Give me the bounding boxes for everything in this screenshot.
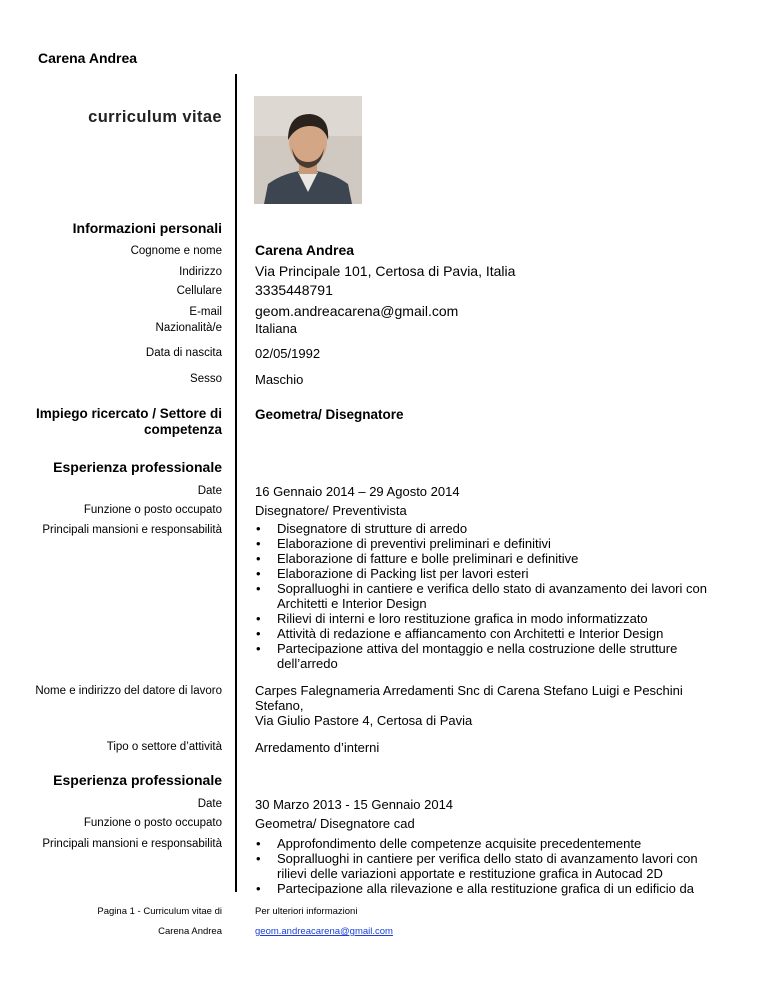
exp1-duties-list	[255, 521, 725, 671]
value-sesso: Maschio	[255, 372, 304, 387]
label-cellulare: Cellulare	[176, 285, 222, 297]
exp2-role-value: Geometra/ Disegnatore cad	[255, 816, 415, 831]
value-impiego: Geometra/ Disegnatore	[255, 407, 404, 422]
list-item: • Elaborazione di fatture e bolle preliminari e definitive	[255, 551, 725, 566]
label-impiego-line1: Impiego ricercato / Settore di	[35, 406, 222, 421]
exp1-date-value: 16 Gennaio 2014 – 29 Agosto 2014	[255, 484, 460, 499]
exp2-date-label: Date	[197, 798, 222, 810]
header-name: Carena Andrea	[38, 50, 138, 66]
exp1-employer-value	[255, 683, 715, 728]
section-title-exp2: Esperienza professionale	[53, 772, 222, 788]
label-impiego	[36, 406, 222, 438]
list-item: • Partecipazione attiva del montaggio e nella costruzione delle strutture dell’arredo	[255, 641, 725, 671]
exp1-sector-value: Arredamento d’interni	[255, 740, 380, 755]
label-cognome-nome: Cognome e nome	[130, 245, 222, 257]
list-item: • Sopralluoghi in cantiere per verifica dello stato di avanzamento lavori con rilievi delle variazioni apportate e restituzione grafica in Autocad 2D	[255, 851, 725, 881]
footer-info-label: Per ulteriori informazioni	[255, 906, 358, 917]
exp1-role-label: Funzione o posto occupato	[83, 504, 222, 516]
value-cellulare: 3335448791	[255, 282, 333, 298]
list-item: • Partecipazione alla rilevazione e alla restituzione grafica di un edificio da	[255, 881, 725, 896]
footer-page-line2: Carena Andrea	[158, 926, 222, 937]
exp1-role-value: Disegnatore/ Preventivista	[255, 503, 407, 518]
list-item: • Elaborazione di Packing list per lavori esteri	[255, 566, 725, 581]
list-item: • Rilievi di interni e loro restituzione grafica in modo informatizzato	[255, 611, 725, 626]
employer-line: Via Giulio Pastore 4, Certosa di Pavia	[255, 713, 473, 728]
exp1-date-label: Date	[197, 485, 222, 497]
profile-photo	[254, 96, 362, 204]
value-nazionalita: Italiana	[255, 321, 297, 336]
list-item: • Approfondimento delle competenze acquisite precedentemente	[255, 836, 725, 851]
value-indirizzo: Via Principale 101, Certosa di Pavia, Italia	[255, 263, 516, 279]
exp2-role-label: Funzione o posto occupato	[83, 817, 222, 829]
list-item: • Elaborazione di preventivi preliminari e definitivi	[255, 536, 725, 551]
cv-title: curriculum vitae	[88, 108, 222, 126]
label-indirizzo: Indirizzo	[179, 266, 222, 278]
exp2-date-value: 30 Marzo 2013 - 15 Gennaio 2014	[255, 797, 454, 812]
label-nazionalita: Nazionalità/e	[155, 322, 222, 334]
footer-page-line1: Pagina 1 - Curriculum vitae di	[97, 906, 222, 917]
vertical-divider	[235, 74, 237, 892]
list-item: • Disegnatore di strutture di arredo	[255, 521, 725, 536]
section-title-exp1: Esperienza professionale	[53, 459, 222, 475]
label-sesso: Sesso	[190, 373, 222, 385]
value-email: geom.andreacarena@gmail.com	[255, 303, 459, 319]
list-item: • Attività di redazione e affiancamento con Architetti e Interior Design	[255, 626, 725, 641]
value-data-nascita: 02/05/1992	[255, 346, 321, 361]
footer-email-link[interactable]: geom.andreacarena@gmail.com	[255, 926, 393, 937]
exp1-duties-label: Principali mansioni e responsabilità	[42, 524, 222, 536]
employer-line: Carpes Falegnameria Arredamenti Snc di Carena Stefano Luigi e Peschini	[255, 683, 683, 698]
label-data-nascita: Data di nascita	[145, 347, 222, 359]
exp1-employer-label: Nome e indirizzo del datore di lavoro	[35, 685, 222, 697]
exp1-sector-label: Tipo o settore d’attività	[106, 741, 222, 753]
exp2-duties-label: Principali mansioni e responsabilità	[42, 838, 222, 850]
label-impiego-line2: competenza	[143, 422, 222, 437]
exp2-duties-list	[255, 836, 725, 896]
value-cognome-nome: Carena Andrea	[255, 242, 355, 258]
label-email: E-mail	[189, 306, 222, 318]
section-title-personal: Informazioni personali	[72, 220, 222, 236]
employer-line: Stefano,	[255, 698, 304, 713]
list-item: • Sopralluoghi in cantiere e verifica dello stato di avanzamento dei lavori con Architetti e Interior Design	[255, 581, 725, 611]
